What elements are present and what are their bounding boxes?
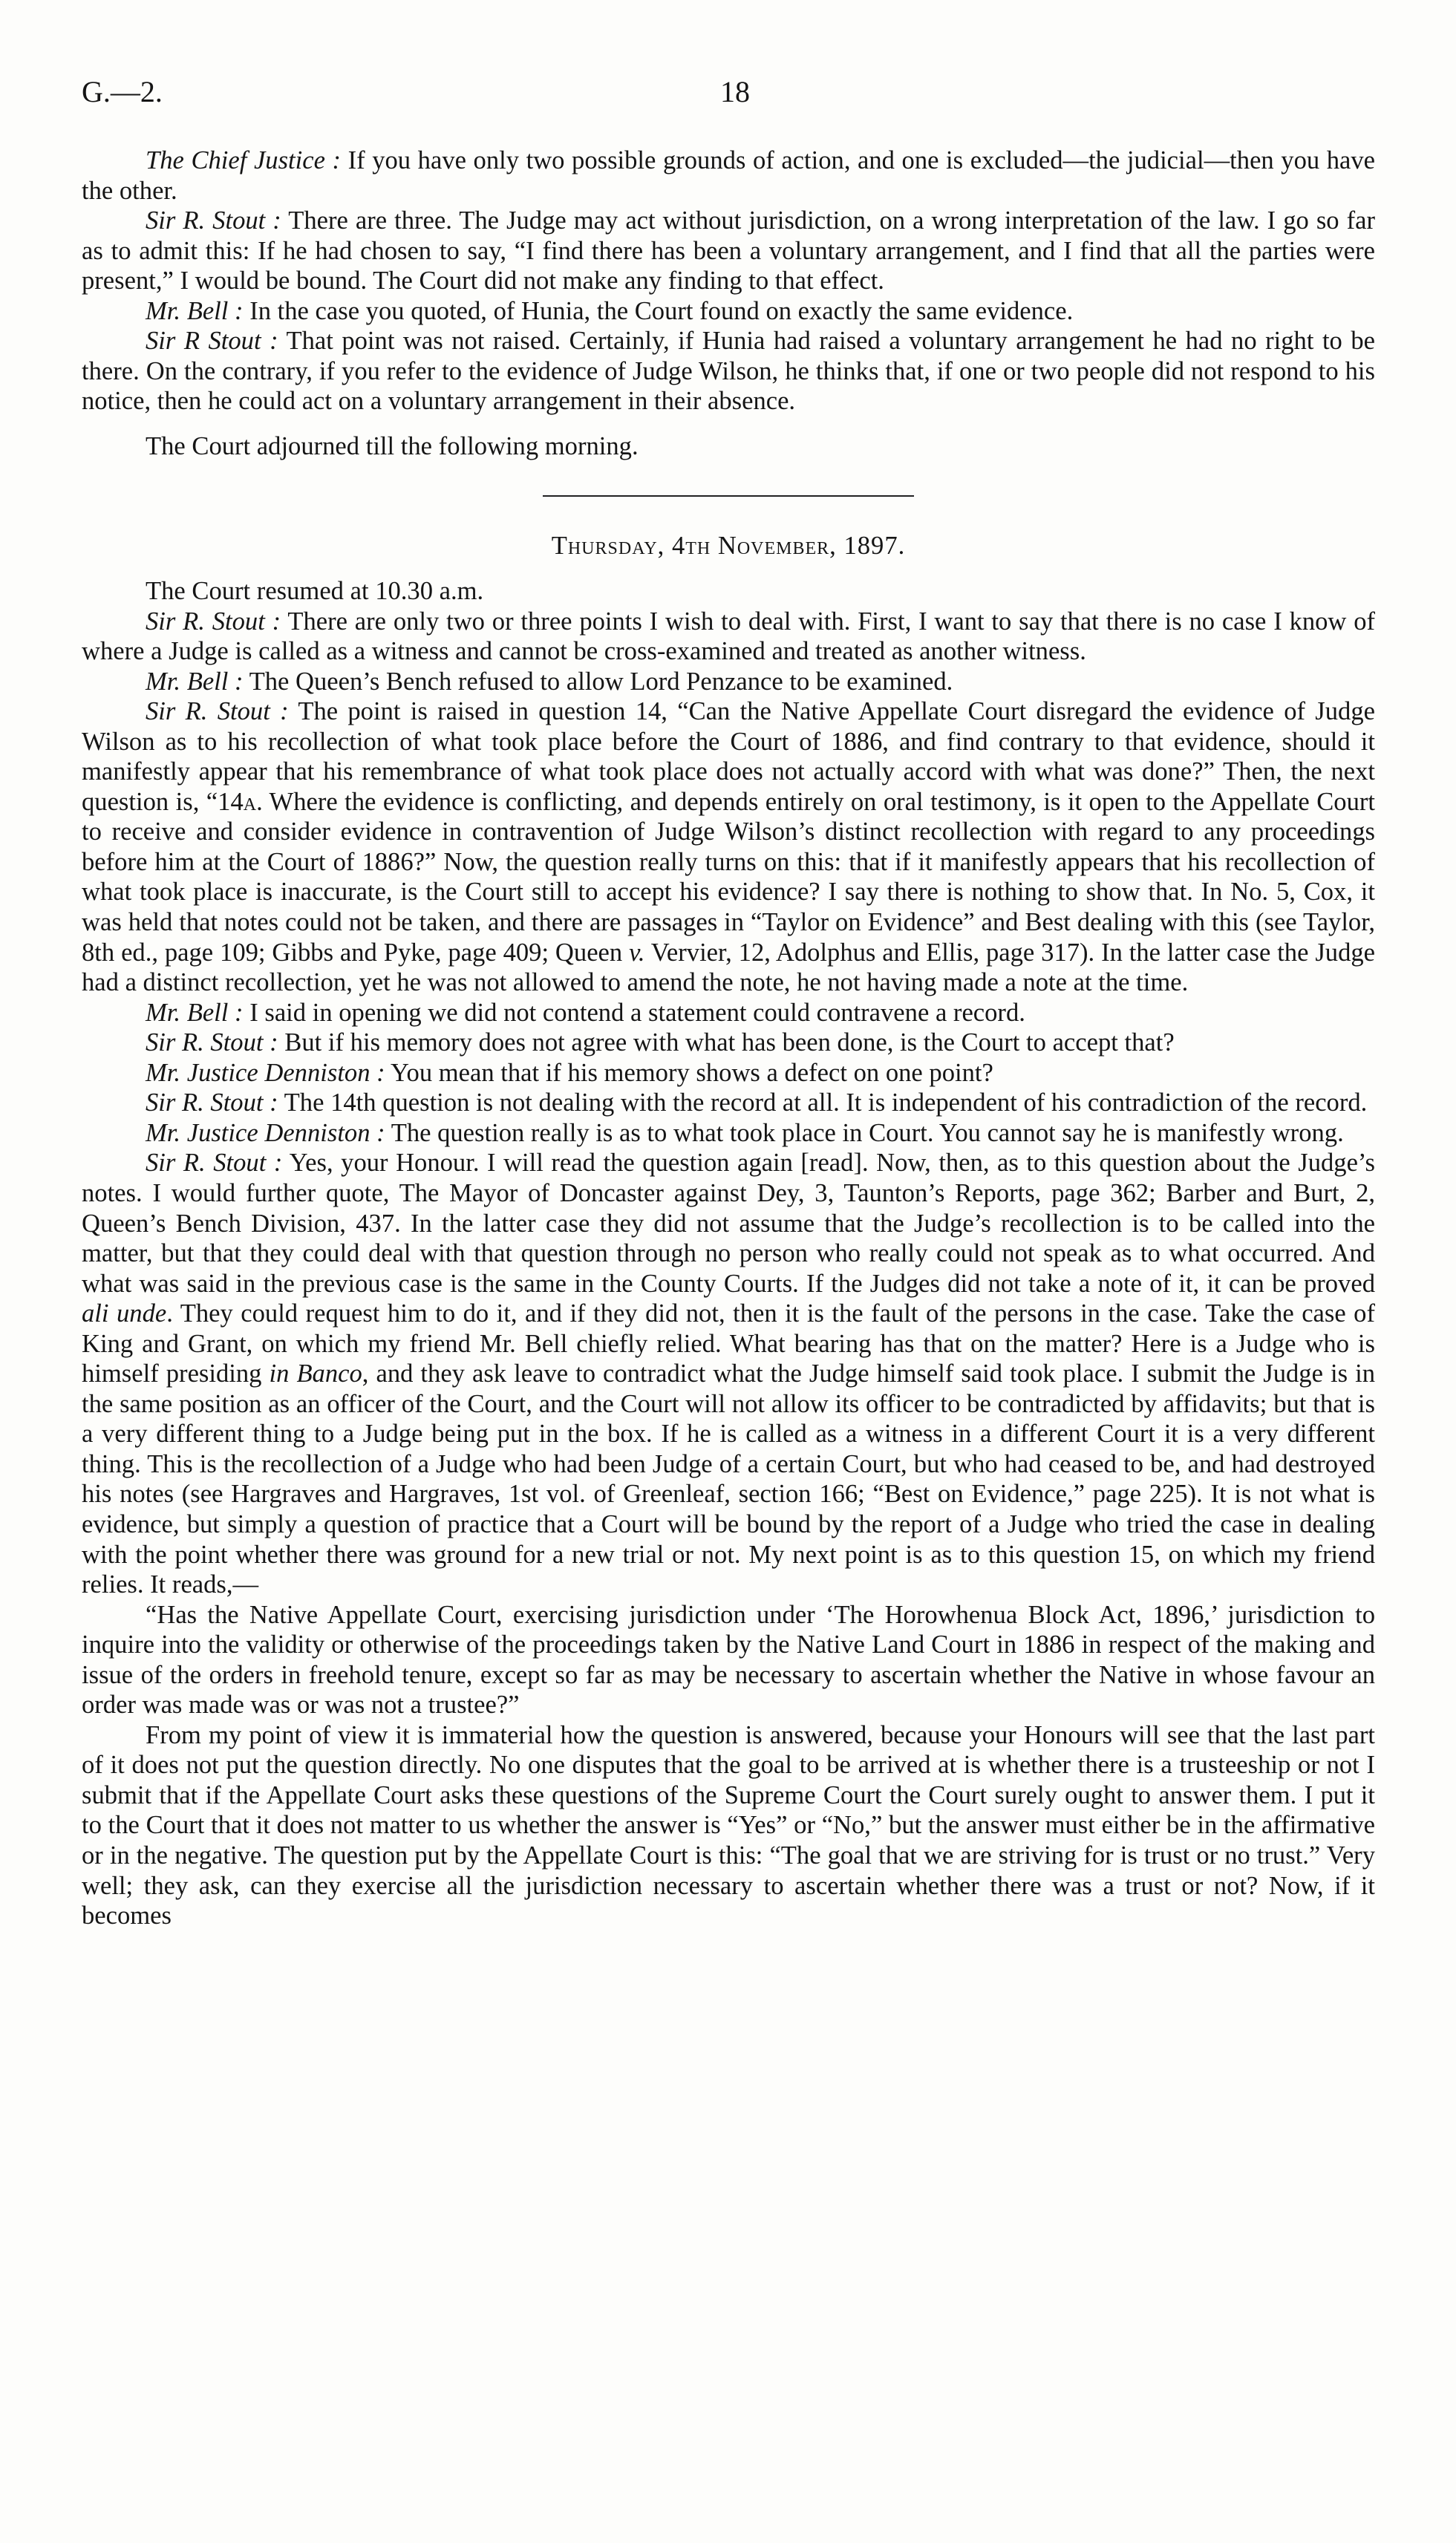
speech-text: There are only two or three points I wish to deal with. First, I want to say that there is no case I know of where a Judge is called as a witness and cannot be cross-examined and treated as another witness. <box>82 607 1375 666</box>
question-letter: a <box>243 787 257 816</box>
speech-text: Yes, your Honour. I will read the question again [read]. Now, then, as to this question about the Judge’s notes. I would further quote, The Mayor of Doncaster against Dey, 3, Taunton’s Reports, page 362; Barber and Burt, 2, Queen’s Bench Division, 437. In the latter case they did not assume that the Judge’s recollection is to be called into the matter, but that they could deal with that question through no person who really could not speak as to what occurred. And what was said in the previous case is the same in the County Courts. If the Judges did not take a note of it, it can be proved <box>82 1149 1375 1298</box>
speech-text: . Where the evidence is conflicting, and depends entirely on oral testimony, is it open to the Appellate Court to receive and consider evidence in contravention of Judge Wilson’s distinct recollection with regard to any proceedings before him at the Court of 1886?” Now, the question really turns on this: that if it manifestly appears that his recollection of what took place is inaccurate, is the Court still to accept his evidence? I say there is nothing to show that. In No. 5, Cox, it was held that notes could not be taken, and there are passages in “Taylor on Evidence” and Best dealing with this (see Taylor, 8th ed., page 109; Gibbs and Pyke, page 409; Queen <box>82 787 1375 967</box>
speech-text: In the case you quoted, of Hunia, the Court found on exactly the same evidence. <box>243 296 1074 325</box>
speech-text: I said in opening we did not contend a statement could contravene a record. <box>243 998 1025 1027</box>
latin-phrase: in Banco <box>269 1359 362 1388</box>
date-heading: Thursday, 4th November, 1897. <box>551 532 906 561</box>
speaker-name: Sir R. Stout : <box>146 206 281 235</box>
paragraph-denniston-2 <box>82 1118 1375 1149</box>
speaker-name: Sir R. Stout : <box>146 1149 283 1178</box>
speaker-name: Mr. Bell : <box>146 667 244 696</box>
paragraph-stout-4 <box>82 696 1375 997</box>
paragraph-stout-3 <box>82 607 1375 667</box>
speaker-name: Sir R. Stout : <box>146 697 289 726</box>
latin-phrase: ali unde <box>82 1299 167 1328</box>
speech-text: You mean that if his memory shows a defect on one point? <box>385 1058 993 1087</box>
speaker-name: Mr. Bell : <box>146 998 244 1027</box>
document-reference: G.—2. <box>82 75 163 108</box>
speech-text: There are three. The Judge may act without jurisdiction, on a wrong interpretation of the law. I go so far as to admit this: If he had chosen to say, “I find there has been a voluntary arrangement, and I find that all the parties were present,” I would be bound. The Court did not make any finding to that effect. <box>82 206 1375 296</box>
paragraph-closing: From my point of view it is immaterial how the question is answered, because your Honours will see that the last part of it does not put the question directly. No one disputes that the goal to be arrived at is whether there is a trusteeship or not I submit that if the Appellate Court asks these questions of the Supreme Court the Court surely ought to answer them. I put it to the Court that it does not matter to us whether the answer is “Yes” or “No,” but the answer must either be in the affirmative or in the negative. The question put by the Appellate Court is this: “The goal that we are striving for is trust or no trust.” Very well; they ask, can they exercise all the jurisdiction necessary to ascertain whether there was a trust or not? Now, if it becomes <box>82 1720 1375 1930</box>
paragraph-bell-1 <box>82 296 1375 327</box>
speaker-name: Sir R. Stout : <box>146 1088 278 1117</box>
speech-text: The question really is as to what took place in Court. You cannot say he is manifestly wrong. <box>385 1118 1344 1147</box>
speech-text: . They could request him to do it, and if they did not, then it is the fault of the persons in the case. Take the case of King and Grant, on which my friend Mr. Bell chiefly relied. What bearing has that on the matter? Here is a Judge who is himself presiding <box>82 1299 1375 1388</box>
versus-italic: v. <box>629 938 645 967</box>
paragraph-chief-justice <box>82 146 1375 206</box>
speech-text: The 14th question is not dealing with the record at all. It is independent of his contradiction of the record. <box>278 1088 1368 1117</box>
paragraph-denniston-1 <box>82 1058 1375 1088</box>
page-number: 18 <box>720 75 750 108</box>
paragraph-stout-5 <box>82 1028 1375 1058</box>
paragraph-stout-2 <box>82 326 1375 417</box>
speech-text: But if his memory does not agree with what has been done, is the Court to accept that? <box>278 1028 1175 1057</box>
speech-text: The point is raised in question 14, “Can the Native Appellate Court disregard the evidence of Judge Wilson as to his recollection of what took place before the Court of 1886, and find contrary to that evidence, should it manifestly appear that his remembrance of what took place does not actually accord with what was done?” Then, the next question is, “14 <box>82 697 1375 816</box>
body-text <box>82 146 1375 1931</box>
speech-text: That point was not raised. Certainly, if Hunia had raised a voluntary arrangement he had no right to be there. On the contrary, if you refer to the evidence of Judge Wilson, he thinks that, if one or two people did not respond to his notice, then he could act on a voluntary arrangement in their absence. <box>82 327 1375 416</box>
resumption-note: The Court resumed at 10.30 a.m. <box>146 577 484 606</box>
speaker-name: Mr. Justice Denniston : <box>146 1058 385 1087</box>
paragraph-stout-6 <box>82 1088 1375 1118</box>
quoted-question-15: “Has the Native Appellate Court, exercising jurisdiction under ‘The Horowhenua Block Act, 1896,’ jurisdiction to inquire into the validity or otherwise of the proceedings taken by the Native Land Court in 1886 in respect of the making and issue of the orders in freehold tenure, except so far as may be necessary to ascertain whether the Native in whose favour an order was made was or was not a trustee?” <box>82 1600 1375 1720</box>
speaker-name: Mr. Bell : <box>146 296 244 325</box>
paragraph-stout-7 <box>82 1148 1375 1599</box>
speech-text: Vervier, 12, Adolphus and Ellis, page 317). In the latter case the Judge had a distinct recollection, yet he was not allowed to amend the note, he not having made a note at the time. <box>82 938 1376 997</box>
page-header <box>82 74 1388 119</box>
speech-text: The Queen’s Bench refused to allow Lord Penzance to be examined. <box>243 667 953 696</box>
paragraph-bell-2 <box>82 667 1375 697</box>
speaker-name: Sir R. Stout : <box>146 607 281 636</box>
adjournment-note: The Court adjourned till the following morning. <box>146 431 639 460</box>
speech-text: If you have only two possible grounds of action, and one is excluded—the judicial—then you have the other. <box>82 146 1376 205</box>
speaker-name: Sir R Stout : <box>146 327 278 356</box>
speaker-name: The Chief Justice : <box>146 146 342 174</box>
speaker-name: Sir R. Stout : <box>146 1028 278 1057</box>
speaker-name: Mr. Justice Denniston : <box>146 1118 385 1147</box>
speech-text: , and they ask leave to contradict what the Judge himself said took place. I submit the Judge is in the same position as an officer of the Court, and the Court will not allow its officer to be contradicted by affidavits; but that is a very different thing to a Judge being put in the box. If he is called as a witness in a different Court it is a very different thing. This is the recollection of a Judge who had been Judge of a certain Court, but who had ceased to be, and had destroyed his notes (see Hargraves and Hargraves, 1st vol. of Greenleaf, section 166; “Best on Evidence,” page 225). It is not what is evidence, but simply a question of practice that a Court will be bound by the report of a Judge who tried the case in dealing with the point whether there was ground for a new trial or not. My next point is as to this question 15, on which my friend relies. It reads,— <box>82 1359 1375 1599</box>
paragraph-bell-3 <box>82 998 1375 1028</box>
paragraph-stout-1 <box>82 206 1375 296</box>
